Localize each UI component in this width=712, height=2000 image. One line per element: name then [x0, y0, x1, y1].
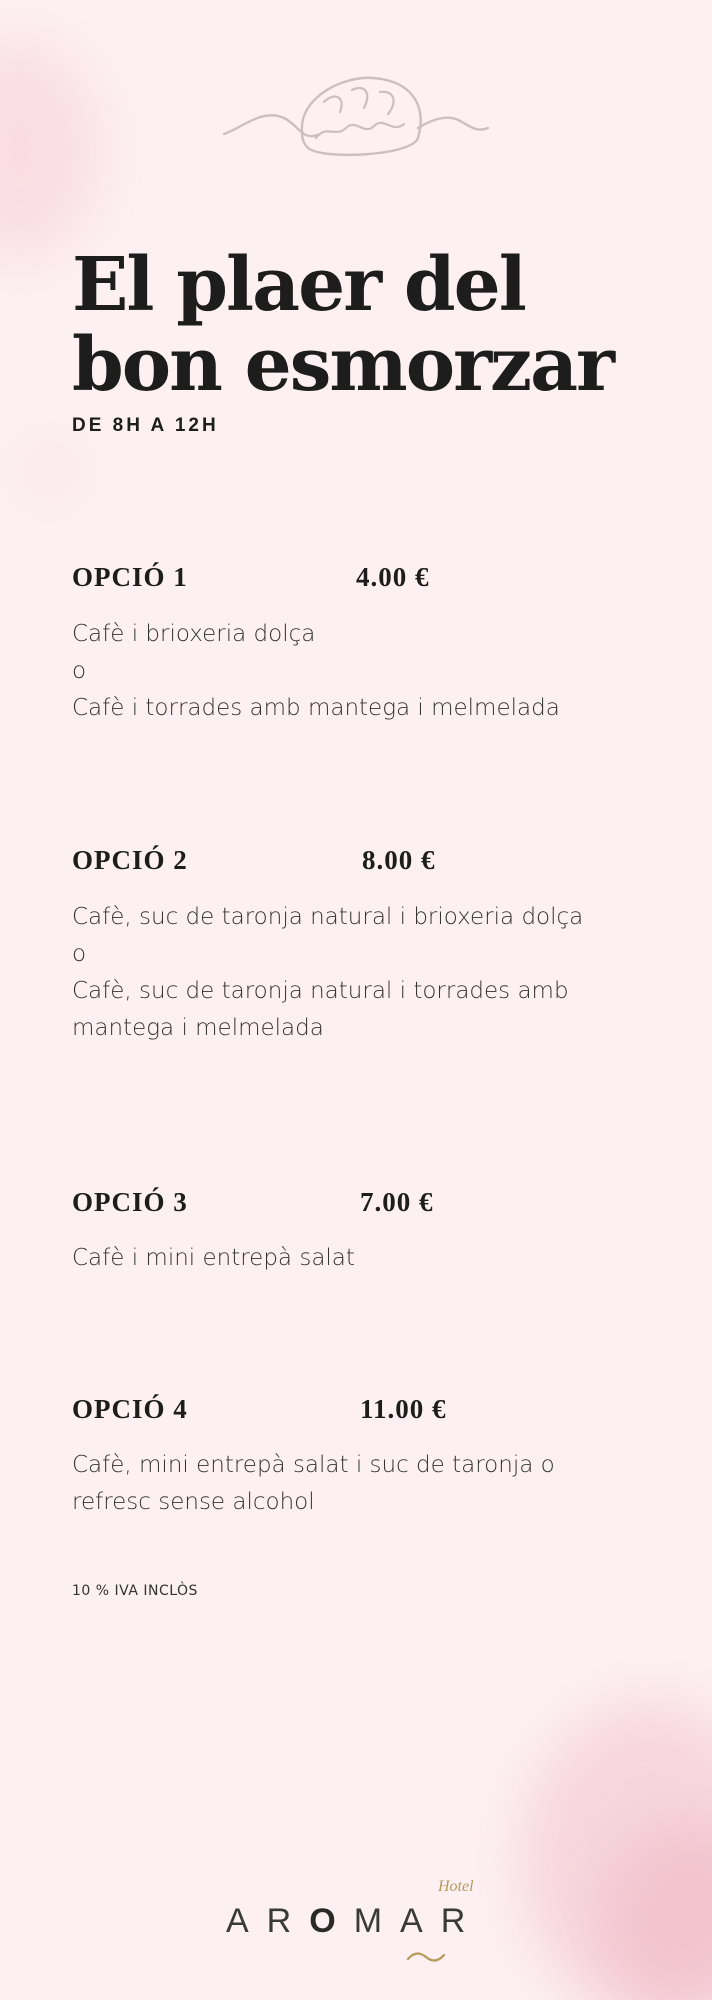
brand-name-part: MAR: [353, 1902, 484, 1940]
description-line: Cafè, suc de taronja natural i torrades amb: [72, 978, 569, 1004]
option-3-title: OPCIÓ 3: [72, 1187, 188, 1217]
option-2-price: 8.00 €: [362, 845, 436, 875]
brand-name-part: AR: [226, 1902, 310, 1940]
description-line: Cafè i brioxeria dolça: [72, 621, 316, 647]
bread-line-icon: [222, 68, 490, 164]
description-line: Cafè i torrades amb mantega i melmelada: [72, 695, 560, 721]
option-2-description: [72, 899, 592, 1047]
description-line: o: [72, 941, 87, 967]
option-1-title: OPCIÓ 1: [72, 562, 188, 592]
brand-logo: [222, 1870, 492, 1980]
option-2-title: OPCIÓ 2: [72, 845, 188, 875]
option-3-description: [72, 1240, 592, 1277]
brand-name: [226, 1902, 483, 1941]
option-4-title: OPCIÓ 4: [72, 1394, 188, 1424]
watercolor-decoration: [20, 440, 80, 500]
brand-name-o: O: [309, 1902, 354, 1940]
watercolor-decoration: [0, 40, 100, 260]
option-4-description: [72, 1447, 592, 1521]
vat-note: 10 % IVA INCLÒS: [72, 1583, 198, 1599]
wave-icon: [406, 1950, 446, 1964]
opening-hours: DE 8H A 12H: [72, 415, 219, 436]
description-line: refresc sense alcohol: [72, 1489, 315, 1515]
description-line: Cafè, mini entrepà salat i suc de taronja o: [72, 1452, 555, 1478]
description-line: mantega i melmelada: [72, 1015, 324, 1041]
description-line: Cafè i mini entrepà salat: [72, 1245, 355, 1271]
brand-hotel-label: Hotel: [438, 1878, 474, 1895]
option-1-price: 4.00 €: [356, 562, 430, 592]
option-3-price: 7.00 €: [360, 1187, 434, 1217]
description-line: Cafè, suc de taronja natural i brioxeria dolça: [72, 904, 584, 930]
option-1-description: [72, 616, 592, 727]
title-line-1: El plaer del: [72, 242, 525, 328]
page-title: [72, 242, 614, 408]
title-line-2: bon esmorzar: [72, 322, 614, 408]
option-4-price: 11.00 €: [360, 1394, 447, 1424]
description-line: o: [72, 658, 87, 684]
